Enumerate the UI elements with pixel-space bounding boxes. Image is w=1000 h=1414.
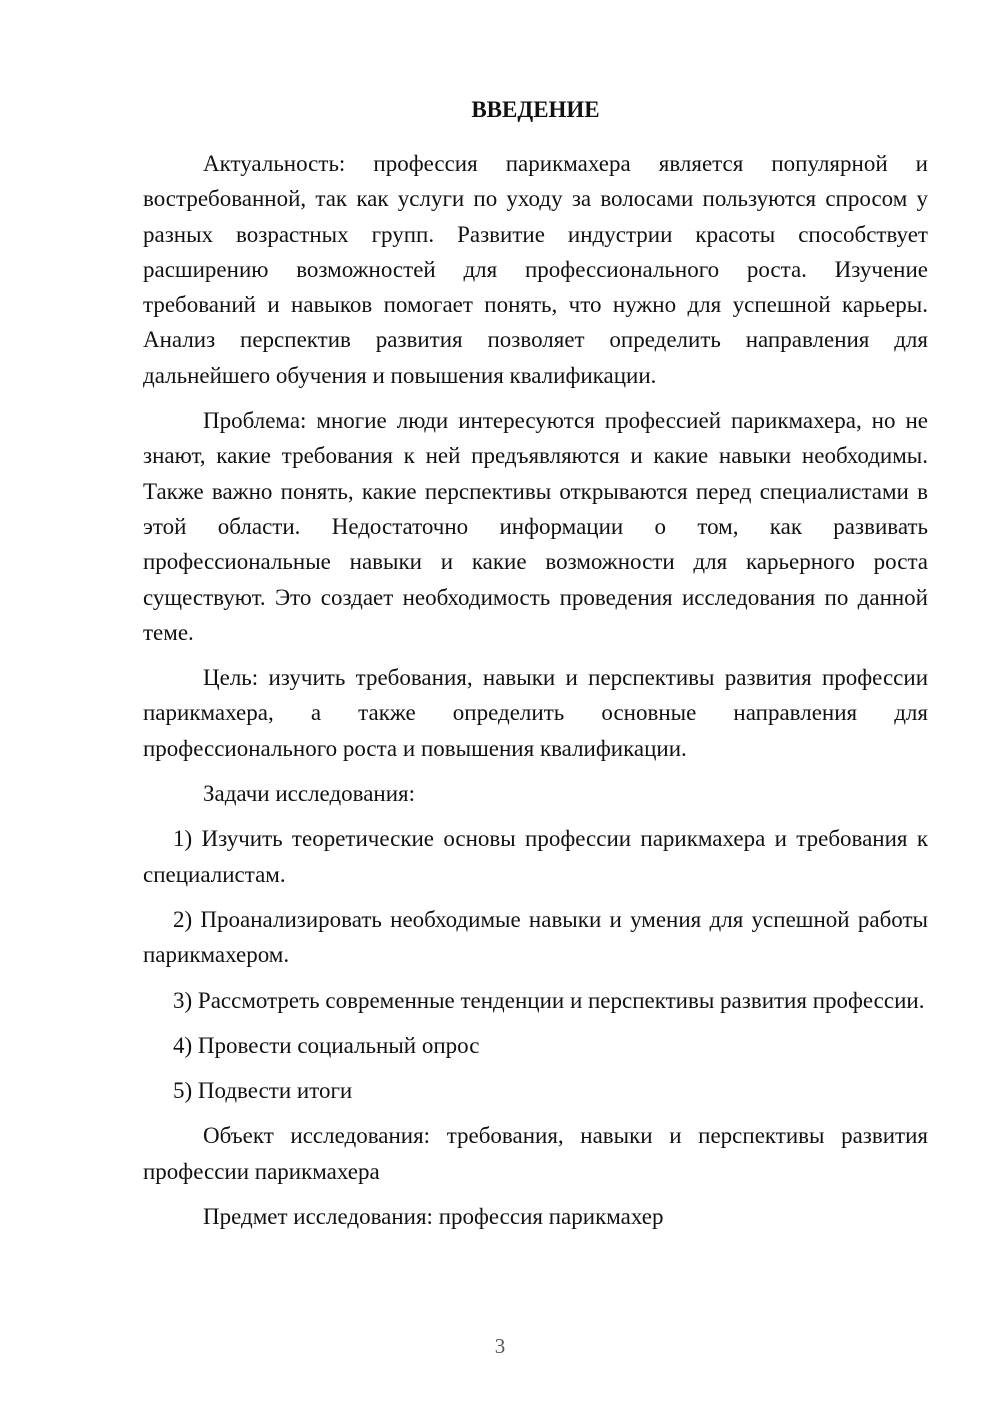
task-item-1: 1) Изучить теоретические основы профессии парикмахера и требования к специалистам. — [143, 826, 928, 887]
paragraph-goal: Цель: изучить требования, навыки и перспективы развития профессии парикмахера, а также определить основные направления для профессионального роста и повышения квалификации. — [143, 665, 928, 761]
document-page — [143, 96, 928, 1244]
section-title: ВВЕДЕНИЕ — [471, 97, 600, 122]
task-item-4: 4) Провести социальный опрос — [173, 1032, 480, 1058]
paragraph-subject: Предмет исследования: профессия парикмахер — [203, 1204, 664, 1230]
page-number: 3 — [494, 1334, 506, 1358]
task-item-5: 5) Подвести итоги — [173, 1078, 353, 1104]
paragraph-relevance: Актуальность: профессия парикмахера является популярной и востребованной, так как услуги по уходу за волосами пользуются спросом у разных возрастных групп. Развитие индустрии красоты способствует расширению возможностей для профессионального роста. Изучение требований и навыков помогает понять, что нужно для успешной карьеры. Анализ перспектив развития позволяет определить направления для дальнейшего обучения и повышения квалификации. — [143, 151, 928, 388]
tasks-heading: Задачи исследования: — [203, 781, 416, 807]
task-item-3: 3) Рассмотреть современные тенденции и перспективы развития профессии. — [173, 987, 925, 1013]
paragraph-problem: Проблема: многие люди интересуются профессией парикмахера, но не знают, какие требования к ней предъявляются и какие навыки необходимы. Также важно понять, какие перспективы открываются перед специалистами в этой области. Недостаточно информации о том, как развивать профессиональные навыки и какие возможности для карьерного роста существуют. Это создает необходимость проведения исследования по данной теме. — [143, 408, 928, 645]
task-item-2: 2) Проанализировать необходимые навыки и умения для успешной работы парикмахером. — [143, 906, 928, 968]
paragraph-object: Объект исследования: требования, навыки и перспективы развития профессии парикмахера — [143, 1123, 928, 1184]
